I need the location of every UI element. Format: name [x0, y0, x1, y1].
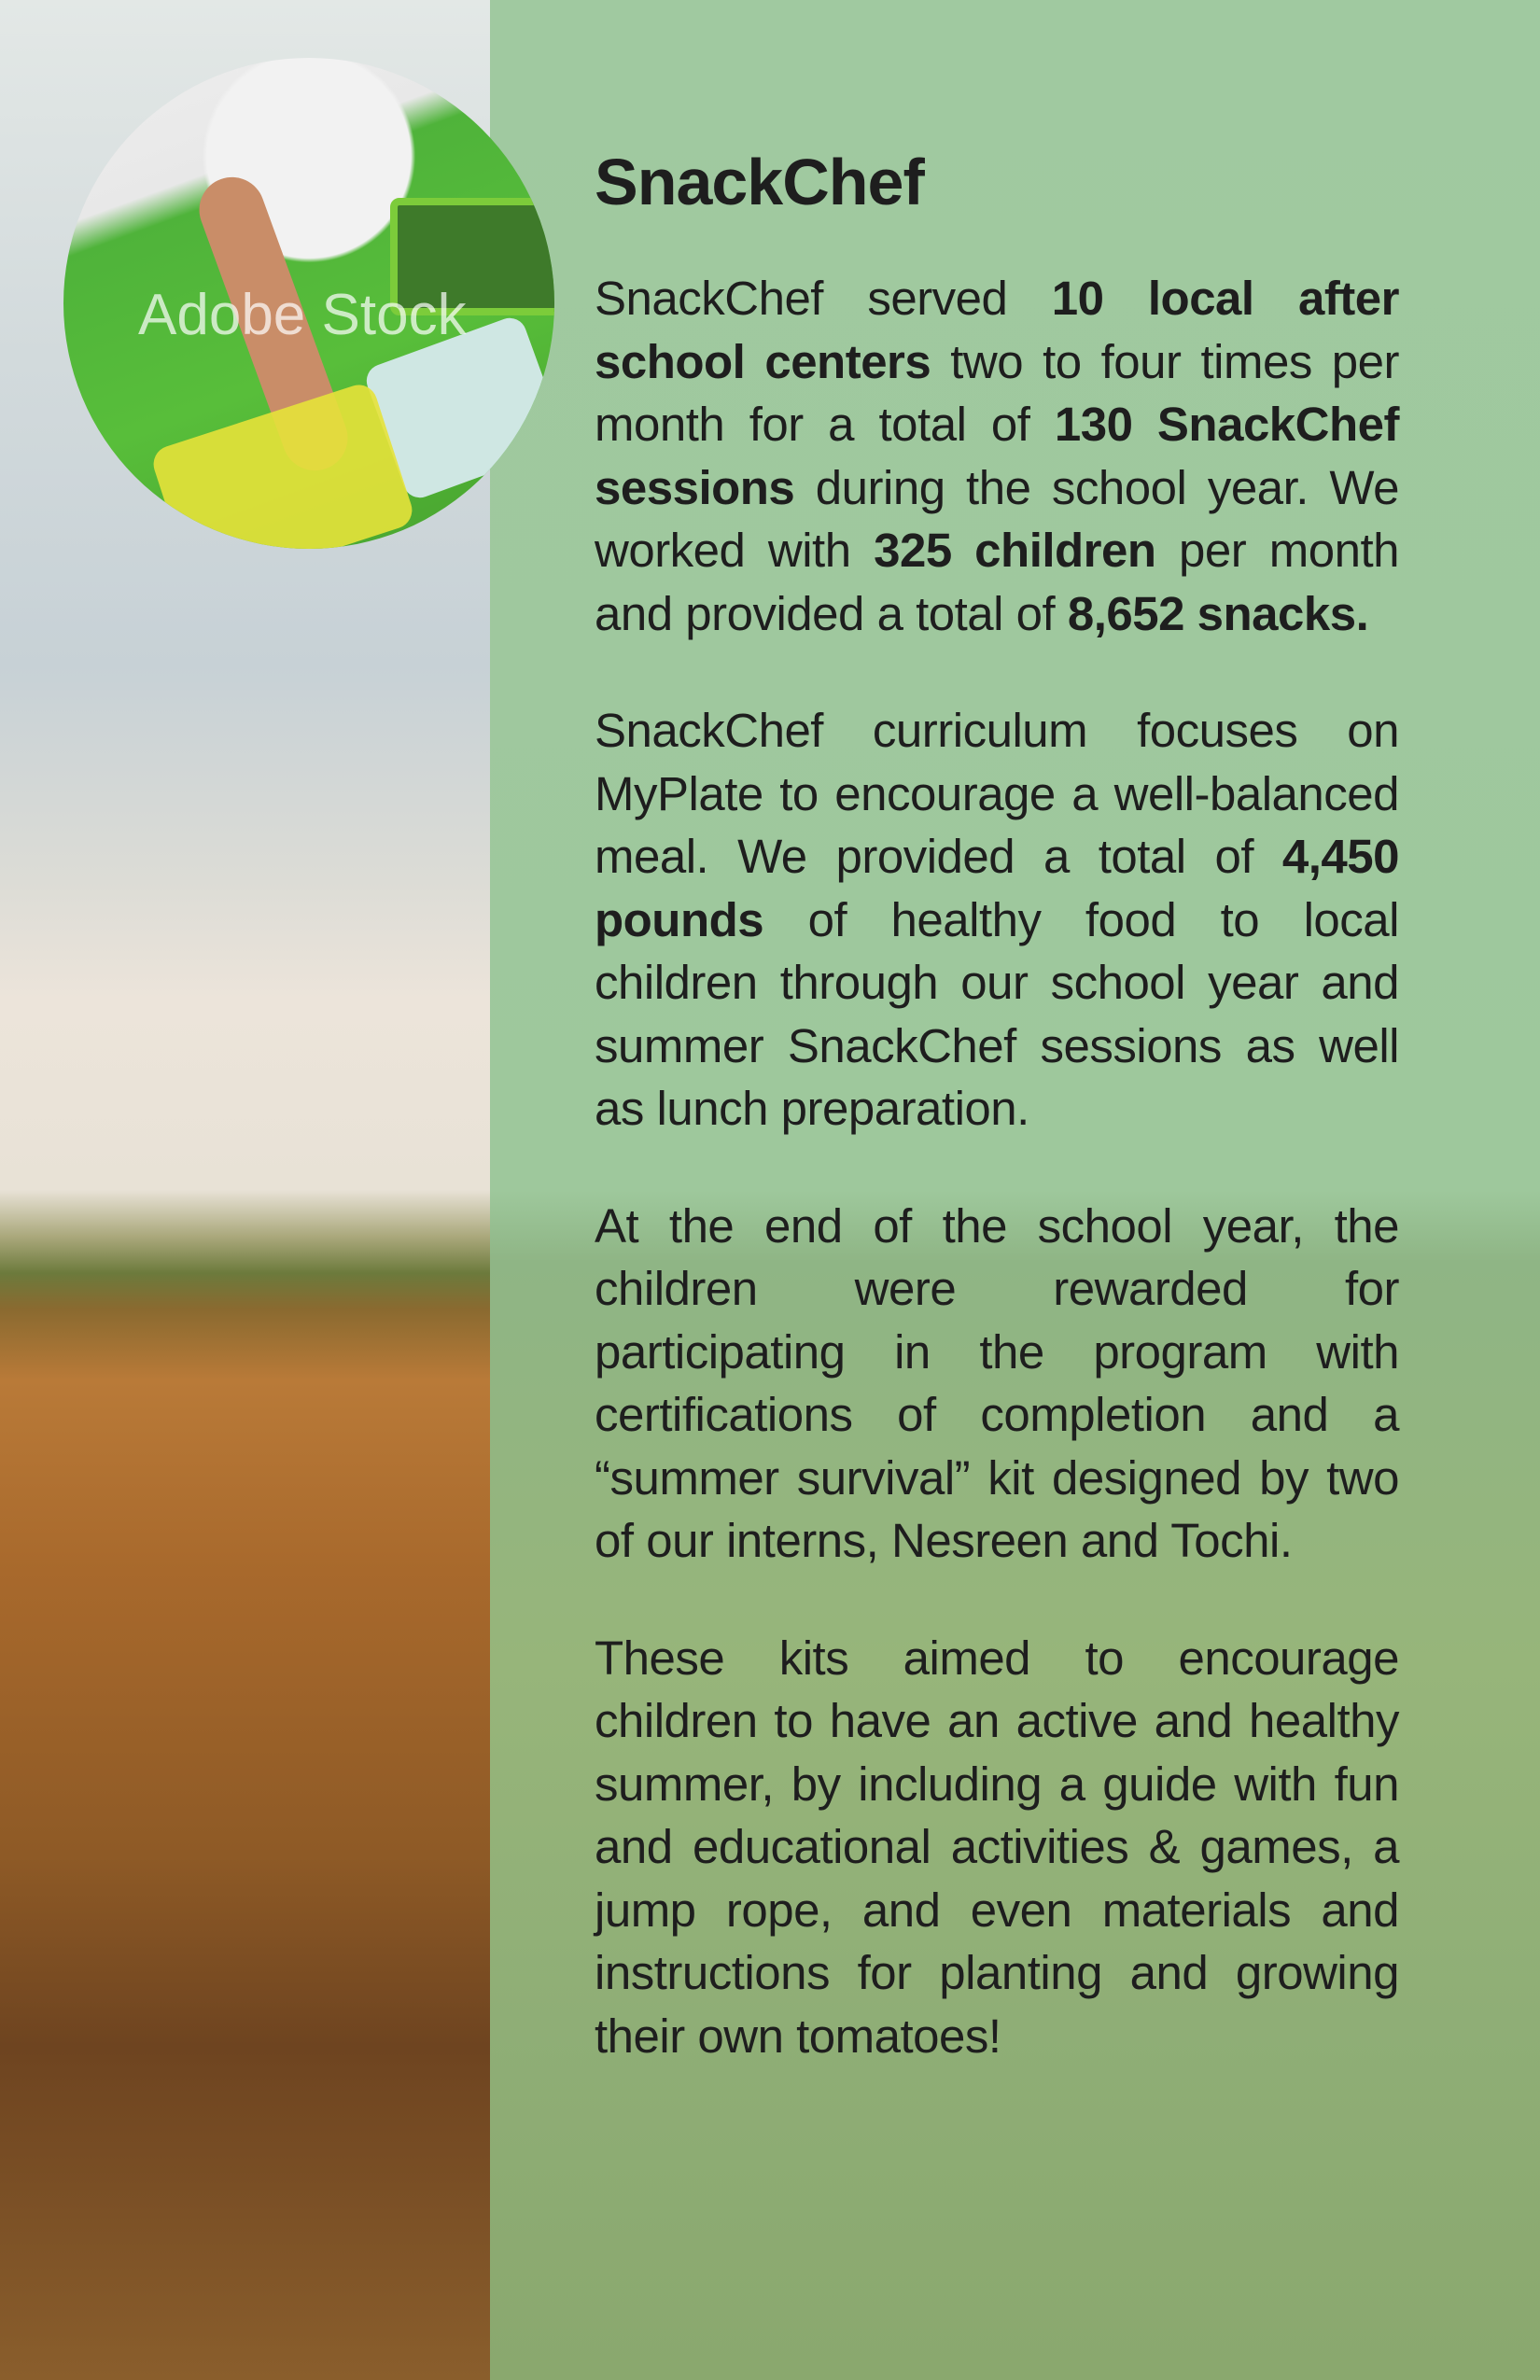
stock-watermark: Adobe Stock — [138, 283, 467, 347]
highlight-stat: 130 SnackChef sessions — [595, 398, 1400, 514]
text-run: per month and provided a total of — [595, 524, 1400, 640]
children-lunchbox-photo — [63, 58, 554, 549]
text-run: SnackChef served — [595, 272, 1052, 325]
paragraph — [595, 699, 1399, 1141]
paragraph — [595, 1627, 1399, 2068]
paragraph — [595, 267, 1399, 645]
paragraph — [595, 1195, 1399, 1573]
text-run: These kits aimed to encourage children to have an active and healthy summer, by including a guide with fun and educational activities & games, a jump rope, and even materials and instructions for planting and growing their own tomatoes! — [595, 1631, 1399, 2063]
text-run: two to four times per month for a total of — [595, 334, 1400, 451]
highlight-stat: 8,652 snacks. — [1067, 586, 1369, 640]
highlight-stat: 10 local after school centers — [595, 272, 1399, 388]
highlight-stat: 325 children — [874, 524, 1156, 577]
article-body — [595, 267, 1399, 2067]
text-run: of healthy food to local children through our school year and summer SnackChef sessions as well as lunch preparation. — [595, 892, 1399, 1135]
text-run: At the end of the school year, the children were rewarded for participating in the program with certifications of completion and a “summer survival” kit designed by two of our interns, Nesreen and Tochi. — [595, 1198, 1399, 1567]
text-run: SnackChef curriculum focuses on MyPlate to encourage a well-balanced meal. We provided a total of — [595, 704, 1399, 883]
text-run: during the school year. We worked with — [595, 460, 1399, 577]
page-title: SnackChef — [595, 146, 924, 218]
highlight-stat: 4,450 pounds — [595, 830, 1399, 946]
article — [595, 140, 1399, 2121]
